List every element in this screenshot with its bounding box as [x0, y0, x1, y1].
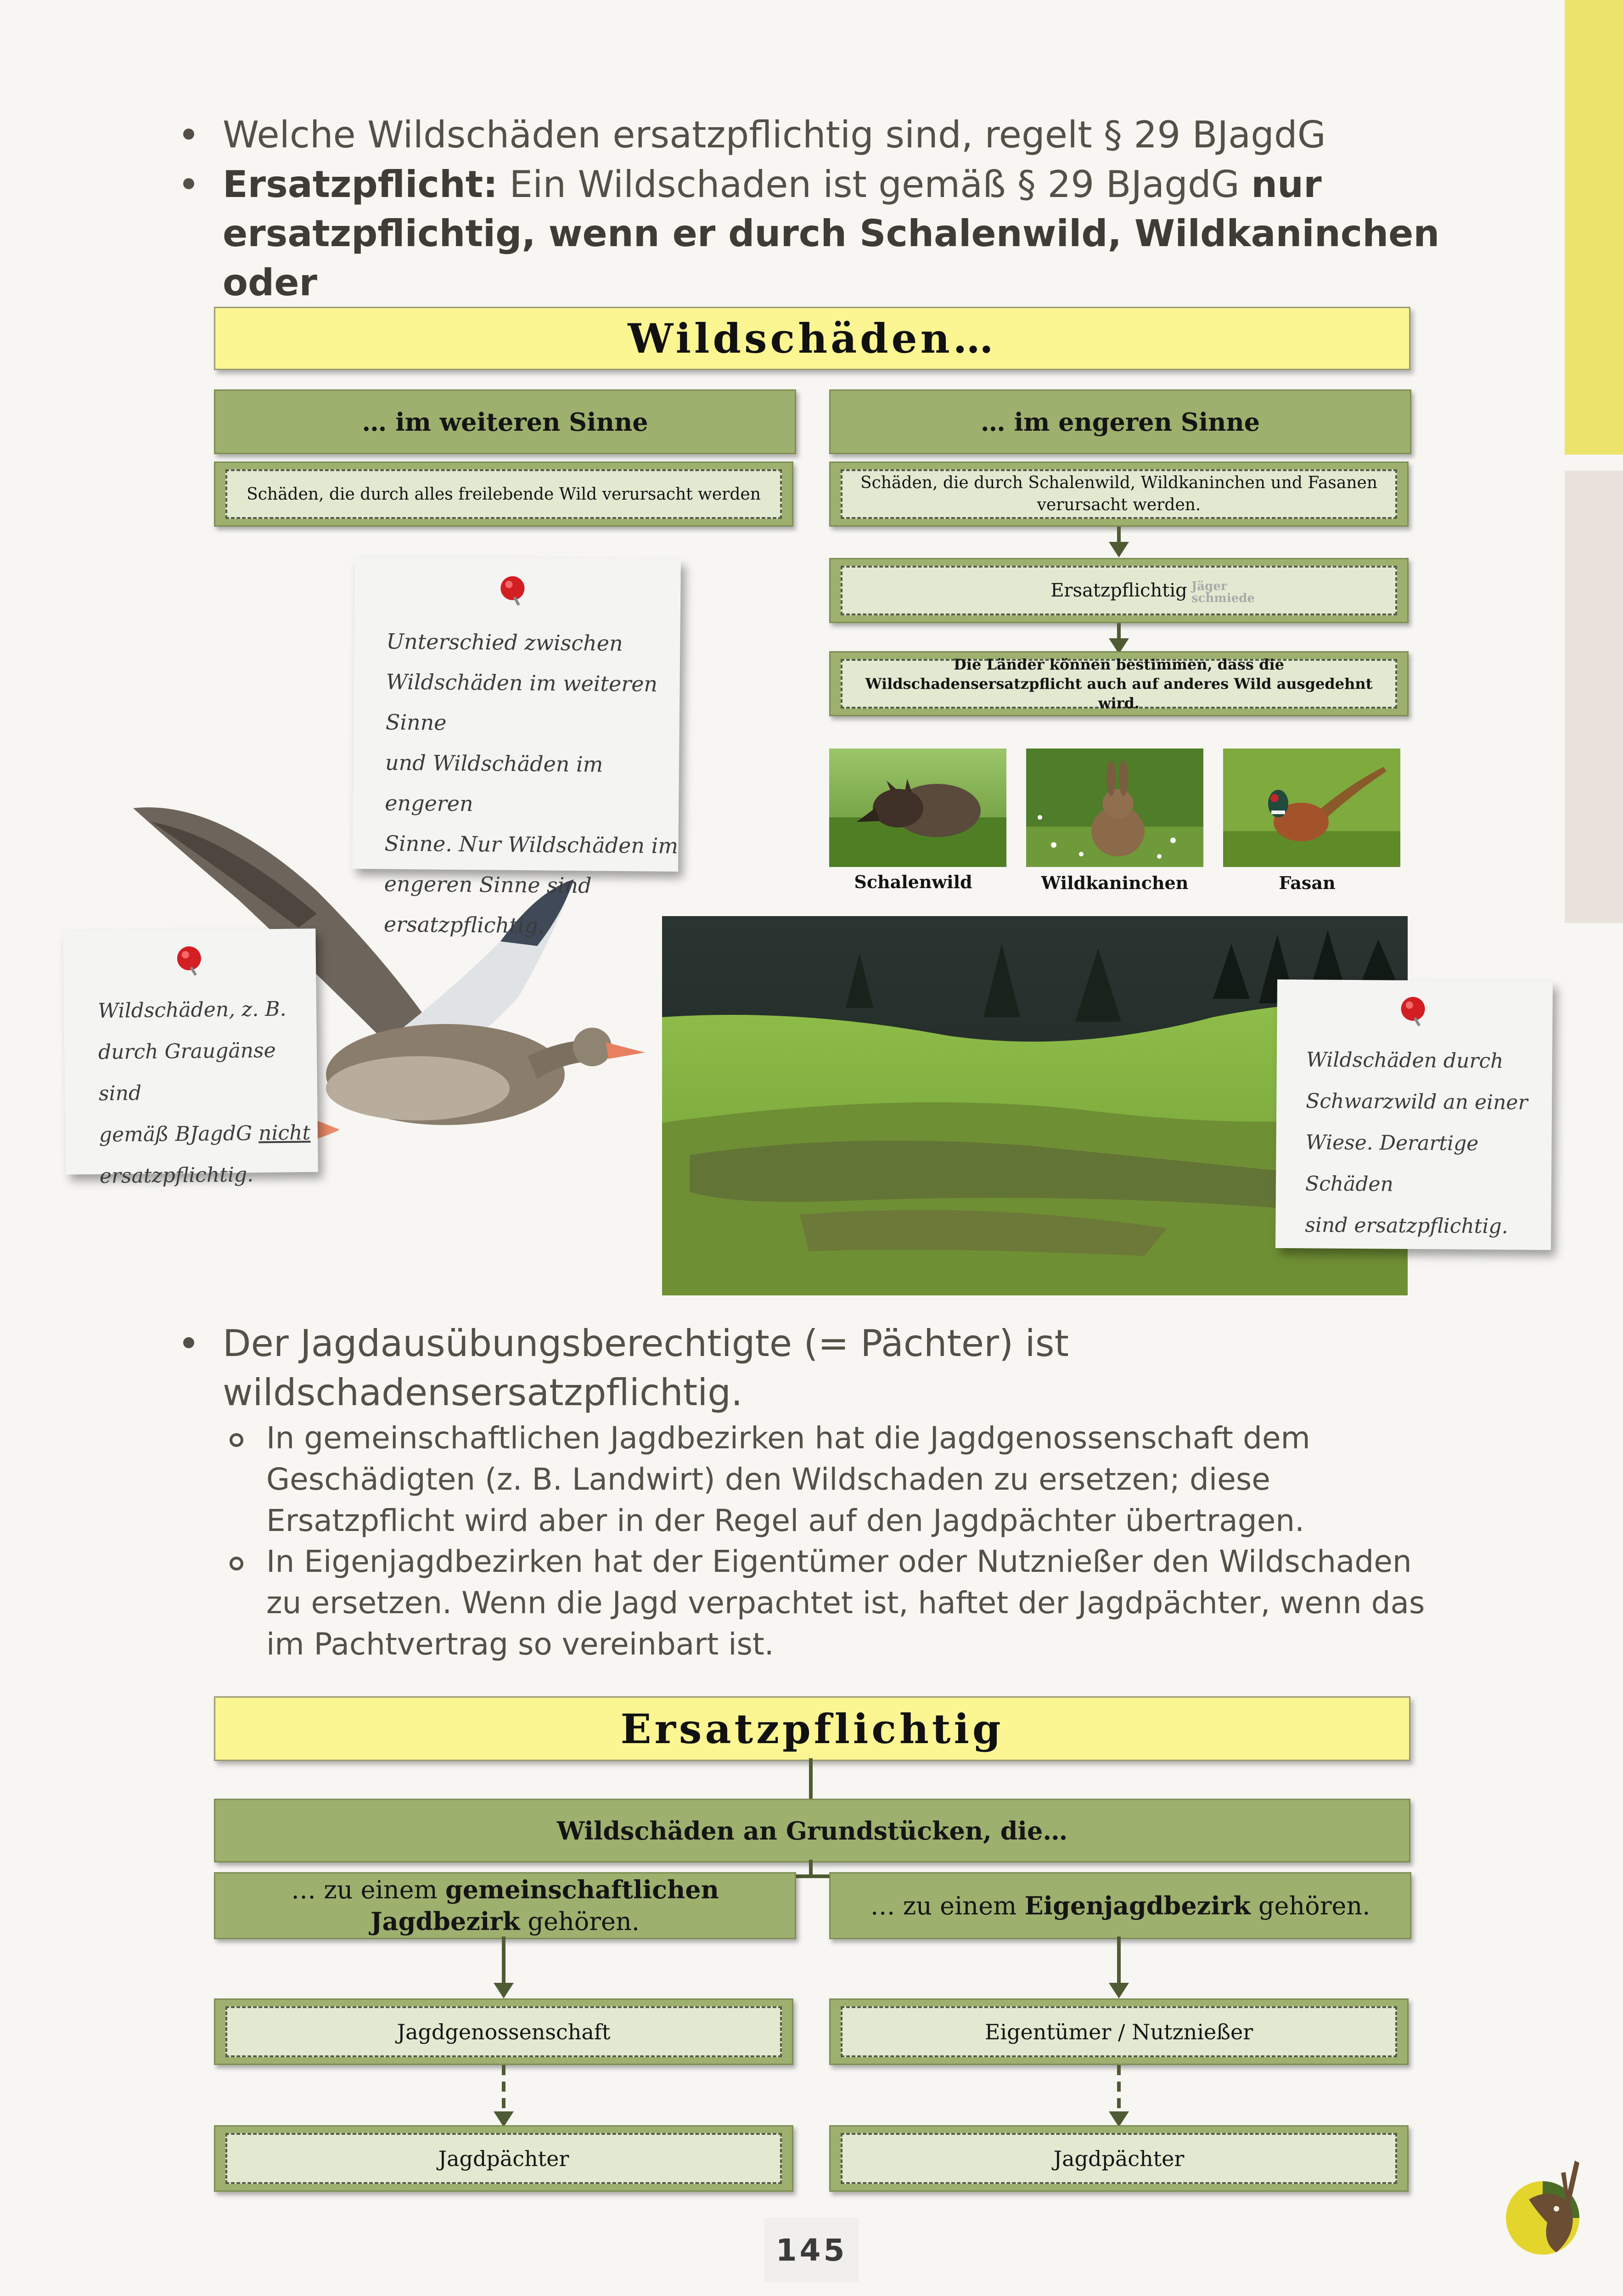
wildkaninchen-caption: Wildkaninchen: [1041, 872, 1189, 893]
sub-bullet-ring: [230, 1557, 243, 1570]
eigentuemer-box: Eigentümer / Nutznießer: [829, 1998, 1409, 2065]
sub-bullet-eigenjagd: In Eigenjagdbezirken hat der Eigentümer oder Nutznießer den Wildschaden zu ersetzen. Wenn die Jagd verpachtet ist, haftet der Jagdpächter, wenn das im Pachtvertrag so vereinbart ist.: [266, 1541, 1552, 1665]
edge-tab-yellow: [1565, 0, 1623, 455]
sub-bullet-ring: [230, 1433, 243, 1447]
arrow-head: [494, 1983, 514, 1998]
dashed-arrow-left: [502, 2065, 505, 2116]
gemeinschaftlich-head: … zu einem gemeinschaftlichen Jagdbezirk gehören.: [214, 1872, 796, 1939]
jagdpaechter-left-box: Jagdpächter: [214, 2125, 793, 2192]
intro-bullet-1: Welche Wildschäden ersatzpflichtig sind, regelt § 29 BJagdG: [223, 110, 1462, 159]
red-pin-icon: [497, 574, 531, 608]
engeren-sinne-def: Schäden, die durch Schalenwild, Wildkaninchen und Fasanen verursacht werden.: [829, 461, 1409, 527]
wildkaninchen-photo: [1026, 748, 1203, 867]
red-pin-icon: [174, 944, 208, 978]
laender-box: Die Länder können bestimmen, dass die Wildschadensersatzpflicht auch auf anderes Wild ausgedehnt wird.: [829, 651, 1409, 716]
jagdgenossenschaft-box: Jagdgenossenschaft: [214, 1998, 793, 2065]
jagdpaechter-right-box: Jagdpächter: [829, 2125, 1409, 2192]
ersatzpflichtig-box: Ersatzpflichtig Jäger schmiede: [829, 558, 1409, 623]
note-graugaense: Wildschäden, z. B. durch Graugänse sind gemäß BJagdG nicht ersatzpflichtig.: [63, 929, 318, 1175]
bullet-dot: [183, 178, 194, 189]
sub-bullet-gemeinschaftlich: In gemeinschaftlichen Jagdbezirken hat die Jagdgenossenschaft dem Geschädigten (z. B. Landwirt) den Wildschaden zu ersetzen; diese Ersatzpflicht wird aber in der Regel auf den Jagdpächter übertragen.: [266, 1418, 1552, 1542]
page-number: 145: [764, 2218, 859, 2282]
engeren-sinne-head: … im engeren Sinne: [829, 389, 1411, 454]
arrow-head: [494, 2111, 514, 2127]
red-pin-icon: [1397, 994, 1432, 1029]
dashed-arrow-right: [1117, 2065, 1121, 2116]
ersatzpflichtig-title: Ersatzpflichtig: [214, 1696, 1410, 1761]
weiteren-sinne-def: Schäden, die durch alles freilebende Wild verursacht werden: [214, 461, 793, 527]
deer-logo-icon: [1501, 2144, 1593, 2259]
fasan-photo: [1223, 748, 1400, 867]
bullet-dot: [183, 129, 194, 140]
arrow-to-jagdgenossenschaft: [502, 1936, 505, 1987]
arrow-head: [1109, 542, 1129, 557]
jaegerschmiede-watermark: Jäger schmiede: [1191, 580, 1255, 605]
wildschaeden-title: Wildschäden…: [214, 307, 1410, 370]
ersatzpflicht-label: Ersatzpflicht:: [223, 163, 498, 206]
schalenwild-caption: Schalenwild: [854, 872, 972, 892]
note-schwarzwild: Wildschäden durch Schwarzwild an einer Wiese. Derartige Schäden sind ersatzpflichtig.: [1275, 979, 1553, 1250]
edge-tab-beige: [1565, 471, 1623, 923]
schalenwild-photo: [829, 748, 1006, 867]
fasan-caption: Fasan: [1279, 872, 1336, 893]
intro-bullet-2: Ersatzpflicht: Ein Wildschaden ist gemäß § 29 BJagdG nur ersatzpflichtig, wenn er durch Schalenwild, Wildkaninchen oder: [223, 160, 1462, 356]
grundstuecke-head: Wildschäden an Grundstücken, die…: [214, 1799, 1410, 1863]
bullet-dot: [183, 1337, 194, 1348]
jagdausuebung-bullet: Der Jagdausübungsberechtigte (= Pächter) ist wildschadensersatzpflichtig.: [223, 1319, 1508, 1417]
note-unterschied: Unterschied zwischen Wildschäden im weiteren Sinne und Wildschäden im engeren Sinne. Nur Wildschäden im engeren Sinne sind ersatzpflichtig.: [352, 557, 681, 872]
arrow-to-eigentuemer: [1117, 1936, 1121, 1987]
eigenjagd-head: … zu einem Eigenjagdbezirk gehören.: [829, 1872, 1411, 1939]
arrow-head: [1109, 1983, 1129, 1998]
arrow-head: [1109, 2111, 1129, 2127]
connector-line: [809, 1758, 813, 1800]
weiteren-sinne-head: … im weiteren Sinne: [214, 389, 796, 454]
